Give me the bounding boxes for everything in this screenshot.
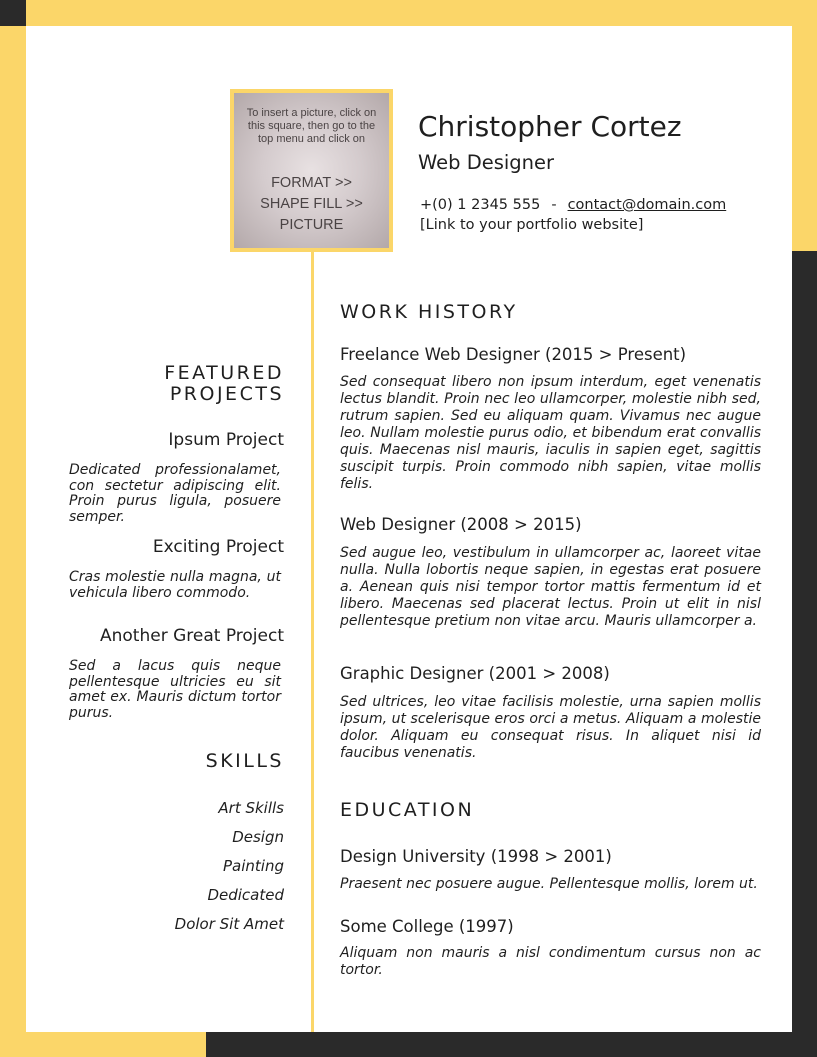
- job-title: Freelance Web Designer (2015 > Present): [340, 345, 687, 364]
- frame-bottom-bar-dark: [206, 1032, 817, 1057]
- frame-bottom-bar-yellow: [26, 1032, 206, 1057]
- skills-heading: SKILLS: [205, 750, 284, 772]
- frame-right-bar-yellow: [792, 26, 817, 251]
- project-description: Dedicated professionalamet, con sectetur adipiscing elit. Proin purus ligula, posuere semper.: [69, 462, 281, 525]
- job-title: Web Designer (2008 > 2015): [340, 515, 582, 534]
- photo-steps: [240, 173, 383, 236]
- skill-item: Design: [232, 828, 284, 846]
- photo-step: PICTURE: [279, 217, 344, 233]
- frame-left-bar: [0, 26, 26, 1057]
- education-title: Design University (1998 > 2001): [340, 847, 612, 866]
- email-link[interactable]: contact@domain.com: [567, 197, 727, 213]
- candidate-name: Christopher Cortez: [418, 110, 682, 143]
- featured-heading-line: FEATURED: [164, 362, 284, 384]
- frame-top-bar: [26, 0, 817, 26]
- project-description: Sed a lacus quis neque pellentesque ultricies eu sit amet ex. Mauris dictum tortor purus.: [69, 658, 281, 721]
- skill-item: Painting: [223, 857, 284, 875]
- featured-projects-heading: [164, 363, 284, 405]
- contact-separator: -: [551, 197, 557, 213]
- photo-placeholder[interactable]: [230, 89, 393, 252]
- column-divider: [311, 252, 314, 1032]
- photo-instruction: To insert a picture, click on this square, then go to the top menu and click on: [246, 107, 377, 145]
- frame-corner-dark: [0, 0, 26, 26]
- job-description: Sed consequat libero non ipsum interdum, eget venenatis lectus blandit. Proin nec leo ullamcorper, molestie nibh sed, rutrum sapien. Sed eu aliquam quam. Vivamus nec augue leo. Nullam molestie purus odio, et bibendum erat convallis quis. Maecenas nisl mauris, iaculis in sapien eget, sagittis suscipit turpis. Proin commodo nibh sapien, vitae mollis felis.: [340, 374, 761, 492]
- job-description: Sed ultrices, leo vitae facilisis molestie, urna sapien mollis ipsum, ut scelerisque eros orci a metus. Aliquam a molestie dolor. Aliquam eu consequat risus. In aliquet nisi id faucibus venenatis.: [340, 694, 761, 761]
- job-description: Sed augue leo, vestibulum in ullamcorper ac, laoreet vitae nulla. Nulla lobortis neque sapien, in egestas erat posuere a. Aenean quis nisi tempor tortor mattis fermentum id et libero. Maecenas sed placerat lectus. Proin ut elit in nisl pellentesque pretium non vitae arcu. Mauris ullamcorper a.: [340, 545, 761, 629]
- frame-right-bar-dark: [792, 251, 817, 1057]
- contact-line: [420, 197, 726, 213]
- education-title: Some College (1997): [340, 917, 514, 936]
- portfolio-link[interactable]: [Link to your portfolio website]: [420, 217, 644, 233]
- featured-heading-line: PROJECTS: [169, 383, 284, 405]
- education-description: Praesent nec posuere augue. Pellentesque mollis, lorem ut.: [340, 876, 758, 892]
- education-description: Aliquam non mauris a nisl condimentum cursus non ac tortor.: [340, 945, 761, 978]
- education-heading: EDUCATION: [340, 799, 475, 821]
- skill-item: Dedicated: [207, 886, 284, 904]
- photo-step: SHAPE FILL >>: [260, 196, 363, 212]
- project-name: Exciting Project: [152, 537, 284, 557]
- project-name: Another Great Project: [100, 626, 284, 646]
- photo-step: FORMAT >>: [271, 175, 352, 191]
- candidate-title: Web Designer: [418, 151, 555, 174]
- skill-item: Art Skills: [218, 799, 284, 817]
- project-name: Ipsum Project: [168, 430, 284, 450]
- phone-number: +(0) 1 2345 555: [420, 197, 541, 213]
- job-title: Graphic Designer (2001 > 2008): [340, 664, 610, 683]
- project-description: Cras molestie nulla magna, ut vehicula libero commodo.: [69, 569, 281, 601]
- work-history-heading: WORK HISTORY: [340, 301, 518, 323]
- skill-item: Dolor Sit Amet: [174, 915, 284, 933]
